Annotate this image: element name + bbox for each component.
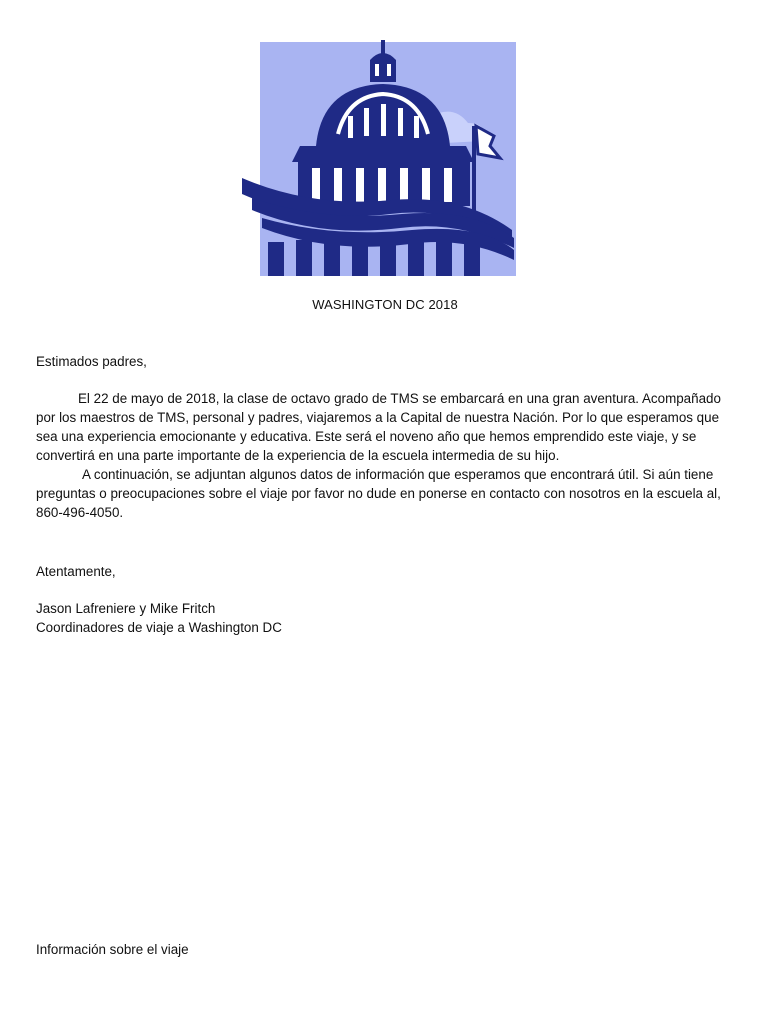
info-heading: Información sobre el viaje <box>36 942 189 957</box>
capitol-building-icon <box>238 38 518 280</box>
greeting: Estimados padres, <box>36 354 147 369</box>
body-paragraph-2: A continuación, se adjuntan algunos datos de información que esperamos que encontrará útil. Si aún tiene preguntas o preocupaciones sobre el viaje por favor no dude en ponerse en contacto con nosotros en la escuela al, 860-496-4050. <box>36 467 721 520</box>
body-paragraph-1: El 22 de mayo de 2018, la clase de octavo grado de TMS se embarcará en una gran aventura. Acompañado por los maestros de TMS, personal y padres, viajaremos a la Capital de nuestra Nación. Por lo que esperamos que sea una experiencia emocionante y educativa. Este será el noveno año que hemos emprendido este viaje, y se convertirá en una parte importante de la experiencia de la escuela intermedia de su hijo. <box>36 391 721 463</box>
signature-names: Jason Lafreniere y Mike Fritch <box>36 601 216 616</box>
signature-block <box>36 599 282 637</box>
document-title: WASHINGTON DC 2018 <box>312 297 458 312</box>
closing: Atentamente, <box>36 564 116 579</box>
letter-body <box>36 389 736 522</box>
signature-role: Coordinadores de viaje a Washington DC <box>36 620 282 635</box>
